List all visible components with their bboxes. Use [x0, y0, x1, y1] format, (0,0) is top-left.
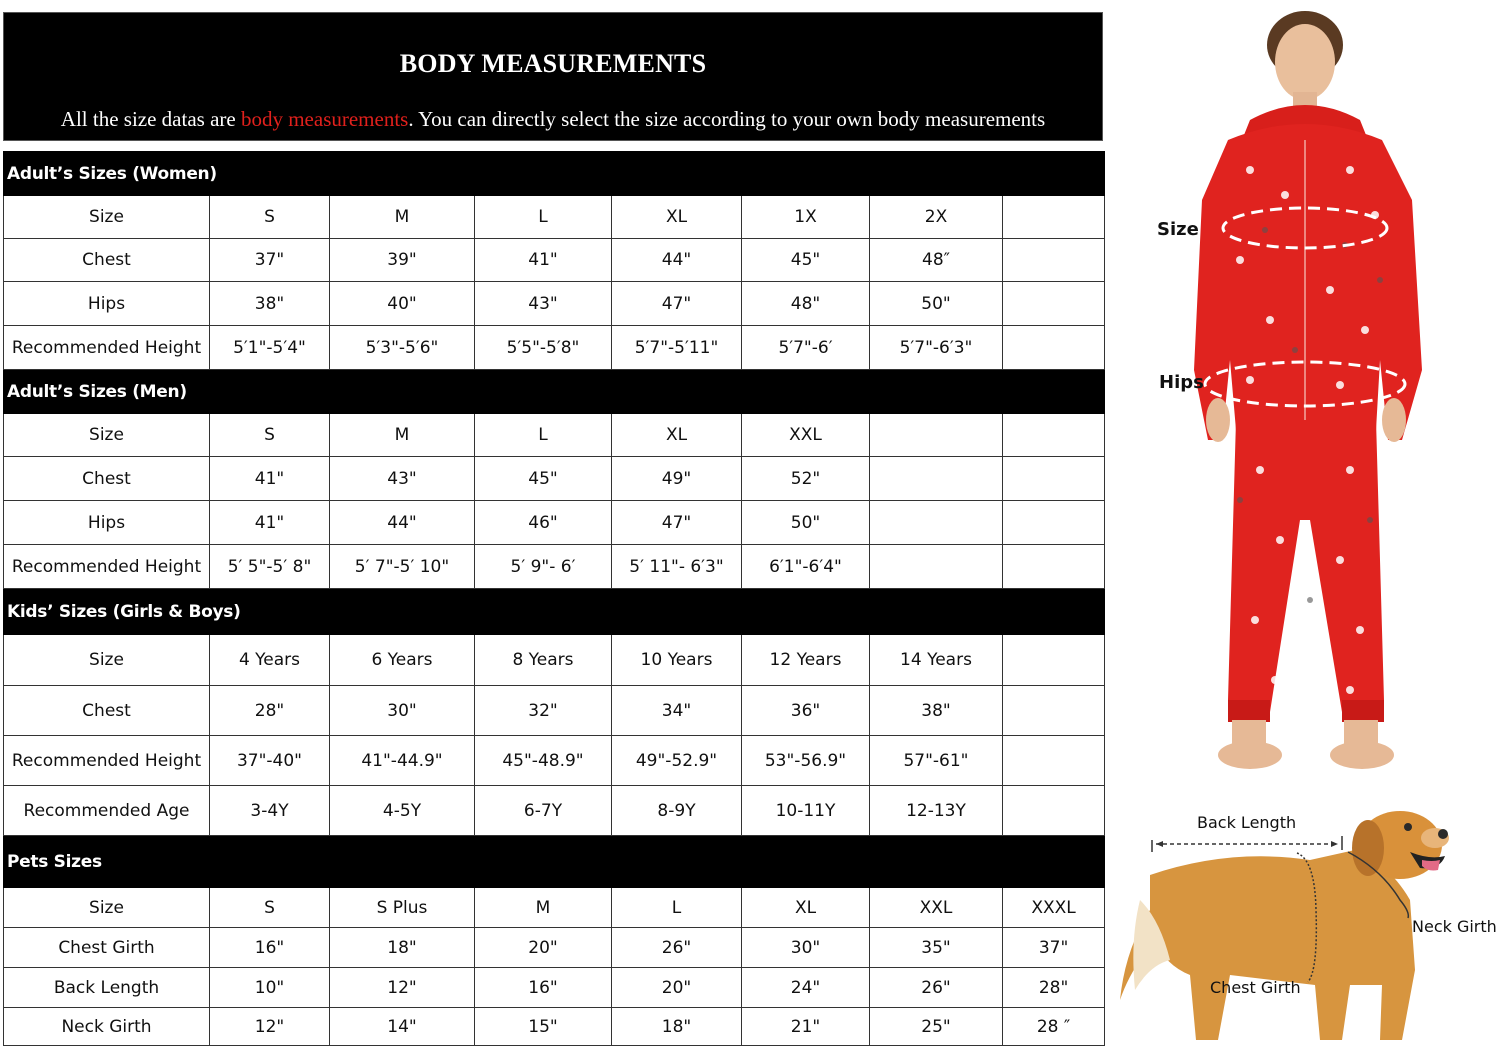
table-cell: 34" [612, 686, 742, 736]
table-cell: 44" [612, 239, 742, 282]
table-cell: 3-4Y [210, 786, 330, 836]
row-label: Chest [4, 457, 210, 501]
table-row [4, 545, 1105, 589]
table-cell: XL [612, 414, 742, 457]
table-row [4, 686, 1105, 736]
table-cell [1003, 282, 1105, 326]
table-row [4, 196, 1105, 239]
table-cell: 28" [210, 686, 330, 736]
table-cell: 50" [870, 282, 1003, 326]
table-cell: S [210, 196, 330, 239]
table-row [4, 786, 1105, 836]
table-cell [1003, 457, 1105, 501]
table-row [4, 1008, 1105, 1046]
row-label: Recommended Height [4, 736, 210, 786]
table-cell: 28 ″ [1003, 1008, 1105, 1046]
section-title: Adult’s Sizes (Men) [4, 370, 1105, 414]
model-onesie-illustration [1110, 0, 1500, 790]
row-label: Recommended Height [4, 545, 210, 589]
table-cell: 41"-44.9" [330, 736, 475, 786]
table-cell [1003, 196, 1105, 239]
table-cell: L [475, 414, 612, 457]
table-cell: 37" [210, 239, 330, 282]
table-cell: 45"-48.9" [475, 736, 612, 786]
table-cell: 5′7"-5′11" [612, 326, 742, 370]
page-subtitle [4, 107, 1102, 132]
table-cell: M [330, 196, 475, 239]
table-row [4, 736, 1105, 786]
table-cell: 38" [210, 282, 330, 326]
row-label: Recommended Age [4, 786, 210, 836]
row-label: Neck Girth [4, 1008, 210, 1046]
table-cell: 4 Years [210, 635, 330, 686]
table-cell: M [475, 888, 612, 928]
table-cell: 48" [742, 282, 870, 326]
table-cell: 30" [742, 928, 870, 968]
table-cell: 47" [612, 501, 742, 545]
row-label: Chest [4, 239, 210, 282]
table-cell: 20" [612, 968, 742, 1008]
table-cell: 44" [330, 501, 475, 545]
row-label: Size [4, 414, 210, 457]
table-cell: 37"-40" [210, 736, 330, 786]
table-cell: XL [612, 196, 742, 239]
table-cell: 12" [330, 968, 475, 1008]
table-cell: 5′7"-6′ [742, 326, 870, 370]
row-label: Chest [4, 686, 210, 736]
table-cell [1003, 786, 1105, 836]
table-row [4, 326, 1105, 370]
table-cell [1003, 686, 1105, 736]
figures-panel [1110, 0, 1500, 1056]
table-cell: S Plus [330, 888, 475, 928]
table-cell: 35" [870, 928, 1003, 968]
table-cell [1003, 545, 1105, 589]
table-cell: 14" [330, 1008, 475, 1046]
table-cell: L [475, 196, 612, 239]
size-chart-table [3, 151, 1105, 1046]
table-cell: 12-13Y [870, 786, 1003, 836]
table-cell: 14 Years [870, 635, 1003, 686]
table-cell: 49" [612, 457, 742, 501]
row-label: Recommended Height [4, 326, 210, 370]
table-cell: 16" [210, 928, 330, 968]
subtitle-highlight: body measurements [240, 107, 409, 131]
table-cell: 10-11Y [742, 786, 870, 836]
table-row [4, 501, 1105, 545]
table-cell: 10" [210, 968, 330, 1008]
table-cell: 53"-56.9" [742, 736, 870, 786]
table-cell: XXL [870, 888, 1003, 928]
table-cell: S [210, 414, 330, 457]
table-row [4, 635, 1105, 686]
chest-girth-label: Chest Girth [1210, 978, 1301, 997]
table-row [4, 239, 1105, 282]
section-header [4, 370, 1105, 414]
table-cell [1003, 239, 1105, 282]
table-cell: XL [742, 888, 870, 928]
table-cell: XXXL [1003, 888, 1105, 928]
table-row [4, 457, 1105, 501]
table-row [4, 968, 1105, 1008]
row-label: Size [4, 635, 210, 686]
neck-girth-label: Neck Girth [1412, 917, 1497, 936]
table-cell: 5′ 9"- 6′ [475, 545, 612, 589]
page-title: BODY MEASUREMENTS [399, 49, 707, 78]
table-cell: 43" [330, 457, 475, 501]
table-cell: 38" [870, 686, 1003, 736]
table-row [4, 928, 1105, 968]
table-cell: 15" [475, 1008, 612, 1046]
row-label: Hips [4, 282, 210, 326]
table-cell: 10 Years [612, 635, 742, 686]
table-cell: 36" [742, 686, 870, 736]
table-cell [870, 457, 1003, 501]
table-cell: 26" [870, 968, 1003, 1008]
table-cell [870, 414, 1003, 457]
section-title: Adult’s Sizes (Women) [4, 152, 1105, 196]
table-cell [1003, 736, 1105, 786]
table-cell: S [210, 888, 330, 928]
table-cell: 12 Years [742, 635, 870, 686]
table-cell [1003, 414, 1105, 457]
table-cell: 52" [742, 457, 870, 501]
table-cell: 41" [475, 239, 612, 282]
table-cell: 49"-52.9" [612, 736, 742, 786]
section-header [4, 152, 1105, 196]
table-cell: 21" [742, 1008, 870, 1046]
table-cell: 6′1"-6′4" [742, 545, 870, 589]
table-cell: 39" [330, 239, 475, 282]
table-row [4, 414, 1105, 457]
section-title: Pets Sizes [4, 836, 1105, 888]
section-header [4, 836, 1105, 888]
row-label: Chest Girth [4, 928, 210, 968]
subtitle-prefix: All the size datas are [60, 107, 241, 131]
table-cell: 46" [475, 501, 612, 545]
table-cell: 25" [870, 1008, 1003, 1046]
hips-measure-label: Hips [1159, 372, 1204, 393]
table-cell: 5′5"-5′8" [475, 326, 612, 370]
table-cell: 2X [870, 196, 1003, 239]
table-cell: 4-5Y [330, 786, 475, 836]
table-cell: 48″ [870, 239, 1003, 282]
table-cell: 16" [475, 968, 612, 1008]
table-cell: L [612, 888, 742, 928]
size-measure-label: Size [1157, 219, 1199, 240]
section-header [4, 589, 1105, 635]
row-label: Size [4, 888, 210, 928]
table-cell: XXL [742, 414, 870, 457]
table-row [4, 888, 1105, 928]
table-cell: 6 Years [330, 635, 475, 686]
table-cell: 43" [475, 282, 612, 326]
table-cell [870, 545, 1003, 589]
table-cell: 5′1"-5′4" [210, 326, 330, 370]
table-cell: 24" [742, 968, 870, 1008]
table-cell: 18" [612, 1008, 742, 1046]
table-cell: 47" [612, 282, 742, 326]
row-label: Hips [4, 501, 210, 545]
table-cell: 5′ 5"-5′ 8" [210, 545, 330, 589]
table-cell [1003, 635, 1105, 686]
table-cell: 12" [210, 1008, 330, 1046]
row-label: Size [4, 196, 210, 239]
table-cell: 37" [1003, 928, 1105, 968]
table-cell: M [330, 414, 475, 457]
table-cell: 5′3"-5′6" [330, 326, 475, 370]
table-cell: 1X [742, 196, 870, 239]
table-row [4, 282, 1105, 326]
table-cell: 6-7Y [475, 786, 612, 836]
table-cell: 5′ 11"- 6′3" [612, 545, 742, 589]
table-cell: 5′7"-6′3" [870, 326, 1003, 370]
table-cell [870, 501, 1003, 545]
section-title: Kids’ Sizes (Girls & Boys) [4, 589, 1105, 635]
table-cell: 57"-61" [870, 736, 1003, 786]
table-cell: 41" [210, 501, 330, 545]
table-cell: 18" [330, 928, 475, 968]
header-banner [3, 12, 1103, 141]
table-cell: 8 Years [475, 635, 612, 686]
row-label: Back Length [4, 968, 210, 1008]
table-cell: 30" [330, 686, 475, 736]
table-cell: 45" [742, 239, 870, 282]
table-cell: 40" [330, 282, 475, 326]
table-cell: 50" [742, 501, 870, 545]
back-length-label: Back Length [1197, 813, 1297, 832]
table-cell: 20" [475, 928, 612, 968]
table-cell: 45" [475, 457, 612, 501]
table-cell: 32" [475, 686, 612, 736]
table-cell [1003, 501, 1105, 545]
table-cell: 28" [1003, 968, 1105, 1008]
table-cell: 5′ 7"-5′ 10" [330, 545, 475, 589]
table-cell [1003, 326, 1105, 370]
table-cell: 26" [612, 928, 742, 968]
subtitle-suffix: . You can directly select the size according to your own body measurements [408, 107, 1046, 131]
table-cell: 8-9Y [612, 786, 742, 836]
table-cell: 41" [210, 457, 330, 501]
